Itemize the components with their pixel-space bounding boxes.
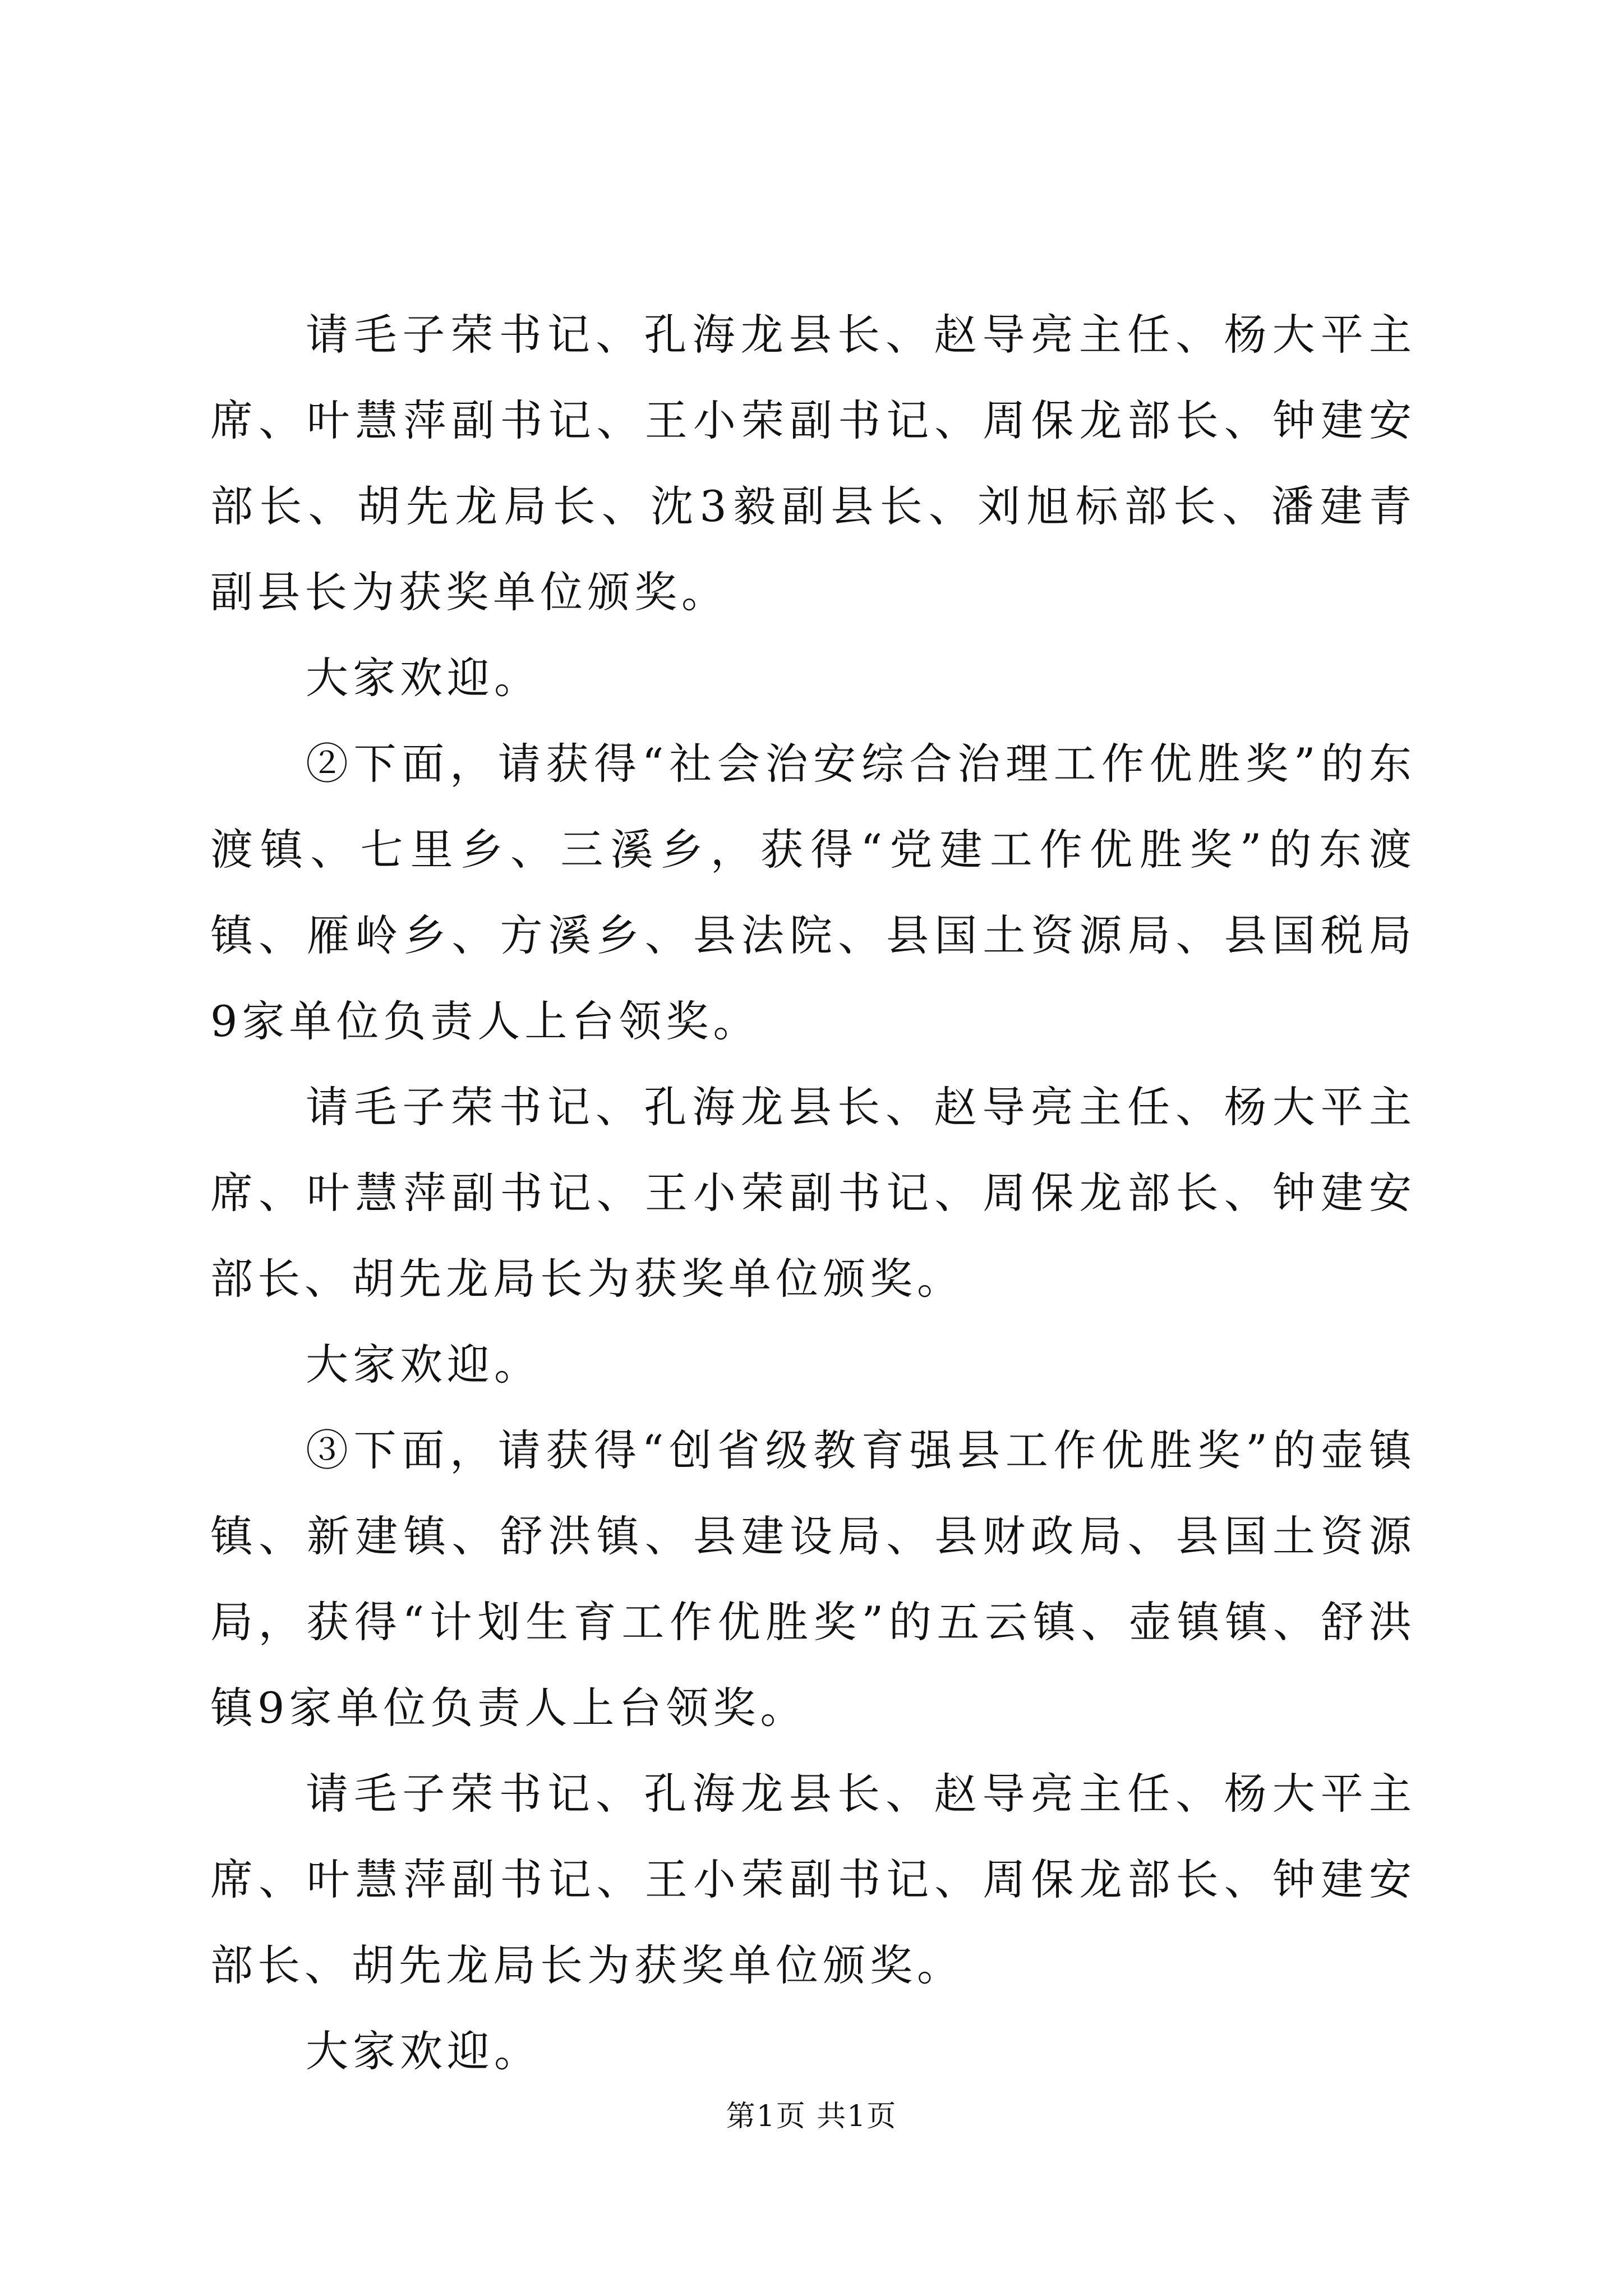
paragraph-welcome-3: 大家欢迎。 [306, 2026, 541, 2076]
paragraph-welcome-2: 大家欢迎。 [306, 1340, 541, 1389]
page-footer: 第1页 共1页 [726, 2100, 897, 2133]
paragraph-award-presenters-3: 请毛子荣书记、孔海龙县长、赵导亮主任、杨大平主席、叶慧萍副书记、王小荣副书记、周保龙部长、钟建安部长、胡先龙局长为获奖单位颁奖。 [210, 1769, 1416, 1990]
paragraph-award-presenters-2: 请毛子荣书记、孔海龙县长、赵导亮主任、杨大平主席、叶慧萍副书记、王小荣副书记、周保龙部长、钟建安部长、胡先龙局长为获奖单位颁奖。 [210, 1082, 1416, 1304]
paragraph-award-recipients-3: ③下面，请获得“创省级教育强县工作优胜奖”的壶镇镇、新建镇、舒洪镇、县建设局、县财政局、县国土资源局，获得“计划生育工作优胜奖”的五云镇、壶镇镇、舒洪镇9家单位负责人上台领奖。 [210, 1425, 1416, 1733]
paragraph-welcome-1: 大家欢迎。 [306, 653, 541, 703]
paragraph-award-presenters-1: 请毛子荣书记、孔海龙县长、赵导亮主任、杨大平主席、叶慧萍副书记、王小荣副书记、周保龙部长、钟建安部长、胡先龙局长、沈3毅副县长、刘旭标部长、潘建青副县长为获奖单位颁奖。 [210, 310, 1416, 617]
document-body [210, 292, 1416, 2094]
paragraph-award-recipients-2: ②下面，请获得“社会治安综合治理工作优胜奖”的东渡镇、七里乡、三溪乡，获得“党建工作优胜奖”的东渡镇、雁岭乡、方溪乡、县法院、县国土资源局、县国税局9家单位负责人上台领奖。 [210, 739, 1416, 1046]
